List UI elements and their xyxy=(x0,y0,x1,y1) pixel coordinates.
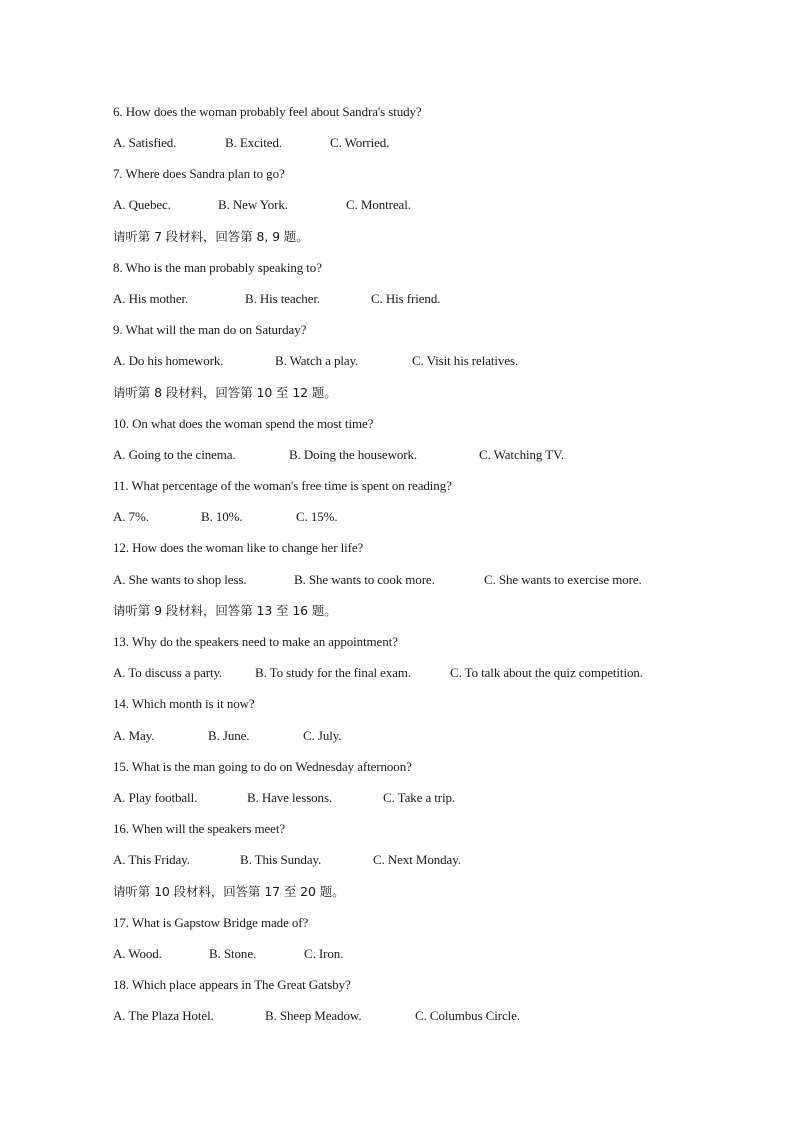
option-a: A. Wood. xyxy=(113,946,162,961)
option-c: C. Visit his relatives. xyxy=(412,353,519,368)
option-c: C. Columbus Circle. xyxy=(415,1008,520,1023)
option-a: A. Quebec. xyxy=(113,197,171,212)
question-11: 11. What percentage of the woman's free time is spent on reading? xyxy=(113,478,452,493)
option-b: B. This Sunday. xyxy=(240,852,322,867)
option-c: C. 15%. xyxy=(296,509,338,524)
question-7: 7. Where does Sandra plan to go? xyxy=(113,166,285,181)
option-b: B. Have lessons. xyxy=(247,790,333,805)
option-a: A. This Friday. xyxy=(113,852,190,867)
question-16: 16. When will the speakers meet? xyxy=(113,821,286,836)
section-heading: 请听第 10 段材料，回答第 17 至 20 题。 xyxy=(113,884,345,899)
question-17: 17. What is Gapstow Bridge made of? xyxy=(113,915,309,930)
option-b: B. Stone. xyxy=(209,946,257,961)
question-18: 18. Which place appears in The Great Gatsby? xyxy=(113,977,351,992)
option-c: C. Watching TV. xyxy=(479,447,564,462)
option-c: C. His friend. xyxy=(371,291,441,306)
option-a: A. Play football. xyxy=(113,790,198,805)
option-a: A. May. xyxy=(113,728,155,743)
question-14: 14. Which month is it now? xyxy=(113,696,255,711)
option-c: C. Iron. xyxy=(304,946,344,961)
option-c: C. To talk about the quiz competition. xyxy=(450,665,643,680)
option-a: A. Do his homework. xyxy=(113,353,224,368)
option-c: C. She wants to exercise more. xyxy=(484,572,642,587)
option-c: C. July. xyxy=(303,728,342,743)
option-c: C. Worried. xyxy=(330,135,390,150)
option-a: A. Going to the cinema. xyxy=(113,447,236,462)
option-b: B. June. xyxy=(208,728,250,743)
option-b: B. His teacher. xyxy=(245,291,321,306)
section-heading: 请听第 9 段材料，回答第 13 至 16 题。 xyxy=(113,603,337,618)
question-6: 6. How does the woman probably feel about Sandra's study? xyxy=(113,104,422,119)
option-b: B. Watch a play. xyxy=(275,353,359,368)
option-b: B. Sheep Meadow. xyxy=(265,1008,362,1023)
option-c: C. Take a trip. xyxy=(383,790,456,805)
option-b: B. Doing the housework. xyxy=(289,447,418,462)
question-12: 12. How does the woman like to change her life? xyxy=(113,540,364,555)
option-b: B. To study for the final exam. xyxy=(255,665,412,680)
option-a: A. To discuss a party. xyxy=(113,665,223,680)
option-a: A. The Plaza Hotel. xyxy=(113,1008,214,1023)
option-a: A. 7%. xyxy=(113,509,149,524)
option-c: C. Montreal. xyxy=(346,197,411,212)
option-b: B. 10%. xyxy=(201,509,243,524)
option-a: A. His mother. xyxy=(113,291,189,306)
option-b: B. Excited. xyxy=(225,135,283,150)
question-10: 10. On what does the woman spend the most time? xyxy=(113,416,374,431)
question-9: 9. What will the man do on Saturday? xyxy=(113,322,307,337)
option-a: A. She wants to shop less. xyxy=(113,572,247,587)
option-b: B. She wants to cook more. xyxy=(294,572,435,587)
section-heading: 请听第 7 段材料，回答第 8, 9 题。 xyxy=(113,229,309,244)
option-a: A. Satisfied. xyxy=(113,135,177,150)
question-8: 8. Who is the man probably speaking to? xyxy=(113,260,322,275)
option-b: B. New York. xyxy=(218,197,288,212)
section-heading: 请听第 8 段材料，回答第 10 至 12 题。 xyxy=(113,385,337,400)
question-13: 13. Why do the speakers need to make an appointment? xyxy=(113,634,398,649)
question-15: 15. What is the man going to do on Wednesday afternoon? xyxy=(113,759,412,774)
option-c: C. Next Monday. xyxy=(373,852,461,867)
